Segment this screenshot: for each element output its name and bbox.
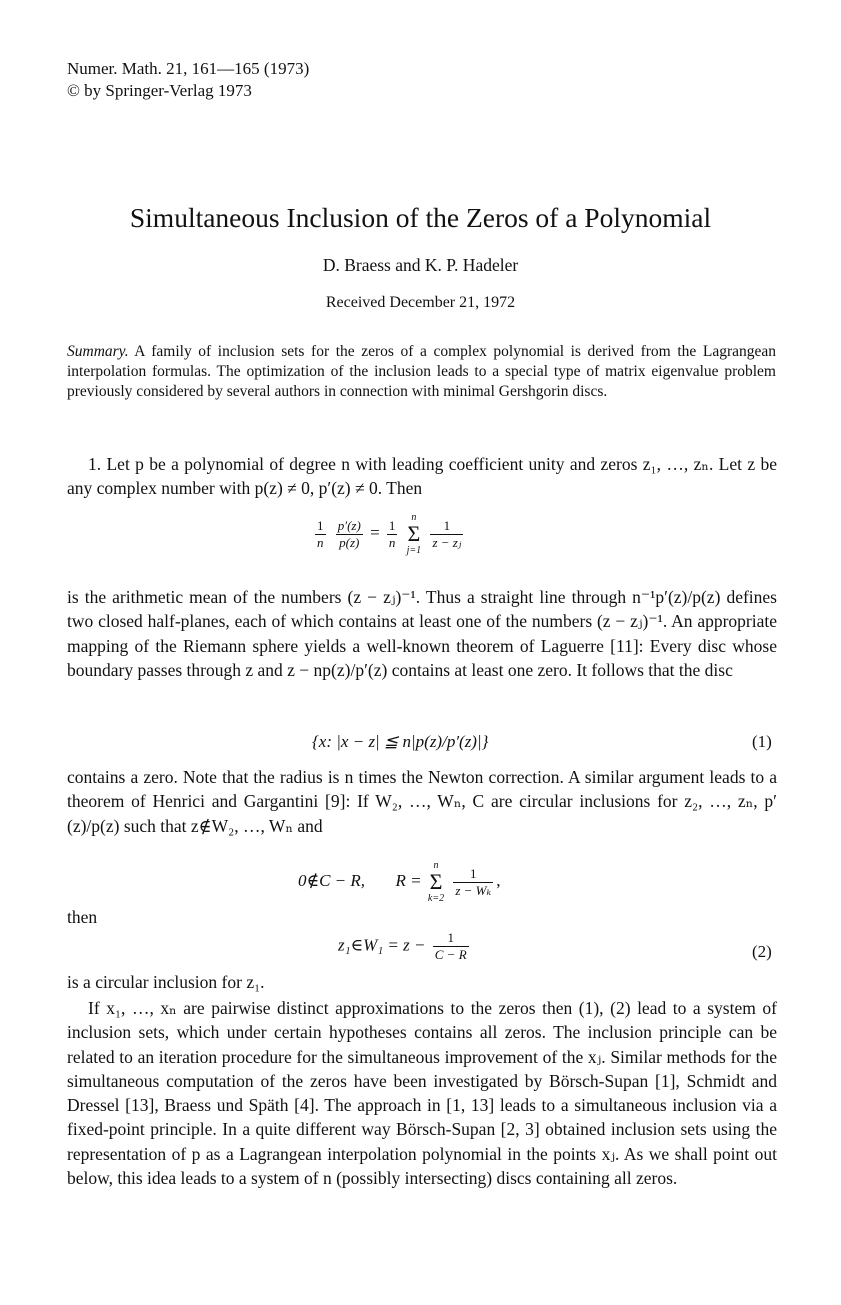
eq0-rfd: n	[388, 534, 396, 550]
eq2-den: C − R	[434, 947, 467, 962]
eq0-ln: p′(z)	[337, 517, 361, 533]
summary-label: Summary.	[67, 343, 129, 360]
eq0-sum-top: n	[411, 512, 417, 523]
summary-text: A family of inclusion sets for the zeros of a complex polynomial is derived from the Lagrangean interpolation formulas. The optimization of the inclusion leads to a special type of matrix eigenvalue problem previously considered by several authors in connection with minimal Gershgorin discs.	[67, 343, 776, 400]
eqA-num: 1	[453, 866, 493, 883]
eq2-lhs: z₁∈W₁ = z −	[338, 935, 426, 955]
eqA-rlhs: R =	[395, 870, 422, 890]
paragraph-5-text: If x₁, …, xₙ are pairwise distinct approximations to the zeros then (1), (2) lead to a system of inclusion sets, which under certain hypotheses contains all zeros. The inclusion principle can be related to an iteration procedure for the simultaneous improvement of the xⱼ. Similar methods for the simultaneous computation of the zeros have been investigated by Börsch-Supan [1], Schmidt and Dressel [13], Braess und Späth [4]. The approach in [1, 13] leads to a simultaneous inclusion via a fixed-point principle. In a quite different way Börsch-Supan [2, 3] obtained inclusion sets using the representation of p as a Lagrangean interpolation polynomial in the points xⱼ. As we shall point out below, this idea leads to a system of n (possibly intersecting) discs containing all zeros.	[67, 998, 777, 1189]
eq0-sum	[407, 512, 422, 556]
sigma-symbol: Σ	[429, 869, 443, 894]
paragraph-1	[67, 452, 777, 501]
paper-title: Simultaneous Inclusion of the Zeros of a Polynomial	[129, 202, 712, 233]
eq0-rfn: 1	[388, 517, 396, 533]
eq0-sum-bottom: j=1	[406, 545, 422, 556]
journal-citation	[67, 58, 309, 102]
eq0-factor-left	[315, 518, 326, 551]
then-word: then	[67, 907, 98, 927]
eqA-sum	[428, 860, 444, 904]
equation-1: {x: |x − z| ≦ n|p(z)/p′(z)|}	[312, 732, 489, 751]
eqA-sum-top: n	[433, 860, 439, 871]
eqA-den: z − Wₖ	[455, 882, 492, 898]
paragraph-2	[67, 585, 777, 682]
eqA-left: 0∉C − R,	[298, 870, 366, 890]
equation-2-number: (2)	[752, 942, 772, 961]
eqA-frac	[453, 866, 493, 899]
summary	[67, 342, 776, 402]
copyright-line: © by Springer-Verlag 1973	[67, 81, 252, 100]
journal-line: Numer. Math. 21, 161—165 (1973)	[67, 59, 310, 78]
paragraph-1-text: 1. Let p be a polynomial of degree n with leading coefficient unity and zeros z₁, …, zₙ. Let z be any complex number with p(z) ≠ 0, p′(z) ≠ 0. Then	[67, 454, 777, 499]
paragraph-4	[67, 970, 777, 994]
received-date: Received December 21, 1972	[325, 294, 516, 311]
authors: D. Braess and K. P. Hadeler	[322, 255, 519, 275]
eq2-frac	[433, 930, 469, 963]
eq0-rd: z − zⱼ	[432, 534, 462, 550]
paragraph-4-text: is a circular inclusion for z₁.	[67, 972, 265, 992]
equation-1-number: (1)	[752, 732, 772, 751]
paragraph-5	[67, 996, 777, 1190]
paragraph-3-text: contains a zero. Note that the radius is n times the Newton correction. A similar argument leads to a theorem of Henrici and Gargantini [9]: If W₂, …, Wₙ, C are circular inclusions for z₂, …, zₙ, p′(z)/p(z) such that z∉W₂, …, Wₙ and	[67, 767, 777, 836]
eqA-trail: ,	[496, 870, 501, 890]
sigma-symbol: Σ	[407, 521, 421, 546]
eq0-lfd: n	[317, 534, 324, 550]
eq2-num: 1	[433, 930, 469, 947]
eq0-ld: p(z)	[339, 534, 360, 550]
paragraph-3	[67, 765, 777, 838]
eqA-sum-bottom: k=2	[427, 893, 445, 904]
eq0-equals: =	[370, 522, 380, 542]
eq0-rn: 1	[430, 518, 463, 535]
eq0-rhs-frac	[430, 518, 463, 551]
equation-mean	[312, 512, 466, 556]
eq0-lhs-frac	[336, 518, 363, 551]
equation-condition	[298, 860, 500, 904]
equation-2	[338, 930, 472, 963]
eq0-lfn: 1	[317, 517, 324, 533]
paragraph-2-text: is the arithmetic mean of the numbers (z − zⱼ)⁻¹. Thus a straight line through n⁻¹p′(z)/p(z) defines two closed half-planes, each of which contains at least one of the numbers (z − zⱼ)⁻¹. An appropriate mapping of the Riemann sphere yields a well-known theorem of Laguerre [11]: Every disc whose boundary passes through z and z − np(z)/p′(z) contains at least one zero. It follows that the disc	[67, 587, 777, 680]
eq0-factor-right	[387, 518, 398, 551]
